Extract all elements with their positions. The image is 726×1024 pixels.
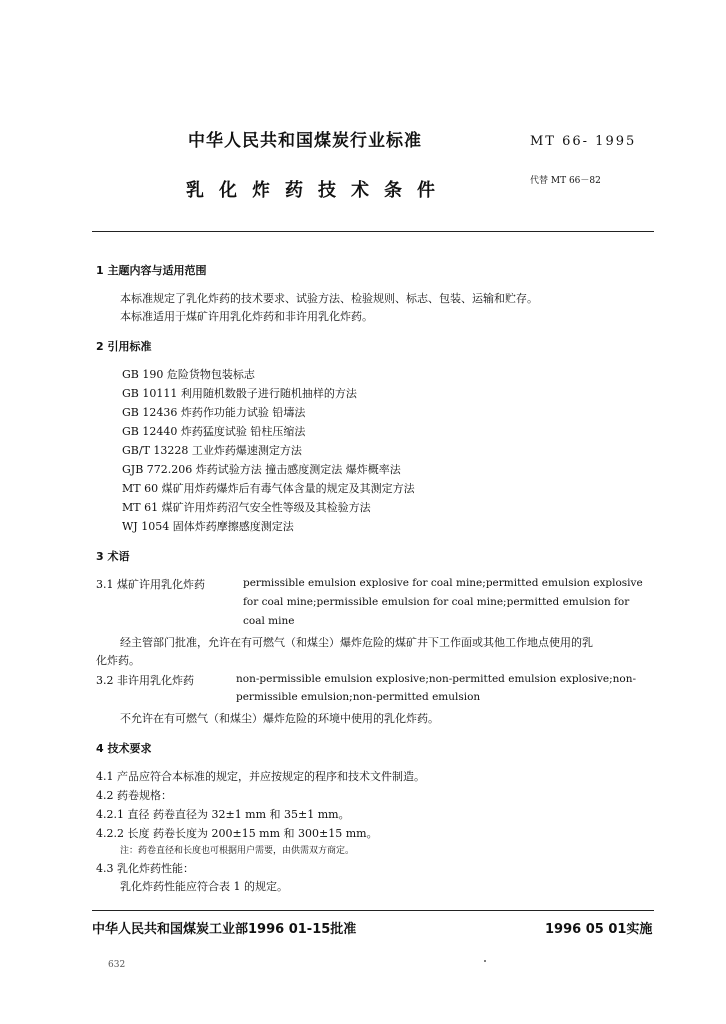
section-1-para-1: 本标准规定了乳化炸药的技术要求、试验方法、检验规则、标志、包装、运输和贮存。 xyxy=(120,292,538,305)
section-1-heading: 1 主题内容与适用范围 xyxy=(96,264,207,277)
term-3-2-english-line: non-permissible emulsion explosive;non-permitted emulsion explosive;non- xyxy=(236,673,637,685)
clause-4-3: 4.3 乳化炸药性能： xyxy=(96,862,194,875)
term-3-1-definition: 经主管部门批准，允许在有可燃气（和煤尘）爆炸危险的煤矿井下工作面或其他工作地点使用的乳 xyxy=(120,636,593,649)
section-1-para-2: 本标准适用于煤矿许用乳化炸药和非许用乳化炸药。 xyxy=(120,310,373,323)
standard-code: MT 66- 1995 xyxy=(530,134,637,149)
clause-4-2-note: 注：药卷直径和长度也可根据用户需要，由供需双方商定。 xyxy=(120,846,355,856)
term-3-2-definition: 不允许在有可燃气（和煤尘）爆炸危险的环境中使用的乳化炸药。 xyxy=(120,712,439,725)
ref-item: GB 10111 利用随机数骰子进行随机抽样的方法 xyxy=(122,387,357,400)
term-3-1-english-line: coal mine xyxy=(243,615,295,627)
clause-4-2: 4.2 药卷规格： xyxy=(96,789,172,802)
clause-4-2-2: 4.2.2 长度 药卷长度为 200±15 mm 和 300±15 mm。 xyxy=(96,827,378,840)
ref-item: GJB 772.206 炸药试验方法 撞击感度测定法 爆炸概率法 xyxy=(122,463,401,476)
term-3-1-definition-cont: 化炸药。 xyxy=(96,654,140,667)
page-number: 632 xyxy=(108,960,126,970)
ref-item: MT 60 煤矿用炸药爆炸后有毒气体含量的规定及其测定方法 xyxy=(122,482,415,495)
ref-item: GB 190 危险货物包装标志 xyxy=(122,368,255,381)
ref-item: WJ 1054 固体炸药摩擦感度测定法 xyxy=(122,520,294,533)
scan-speck xyxy=(484,960,486,962)
approval-line: 中华人民共和国煤炭工业部1996 01-15批准 xyxy=(92,922,357,937)
section-4-heading: 4 技术要求 xyxy=(96,742,152,755)
term-3-2-label: 3.2 非许用乳化炸药 xyxy=(96,674,194,687)
standard-org-title: 中华人民共和国煤炭行业标准 xyxy=(188,131,422,151)
effective-date: 1996 05 01实施 xyxy=(545,922,653,937)
term-3-2-english-line: permissible emulsion;non-permitted emulsion xyxy=(236,691,481,703)
section-3-heading: 3 术语 xyxy=(96,550,130,563)
clause-4-1: 4.1 产品应符合本标准的规定，并应按规定的程序和技术文件制造。 xyxy=(96,770,425,783)
ref-item: GB/T 13228 工业炸药爆速测定方法 xyxy=(122,444,302,457)
footer-rule xyxy=(92,910,654,911)
ref-item: GB 12440 炸药猛度试验 铅柱压缩法 xyxy=(122,425,306,438)
ref-item: MT 61 煤矿许用炸药沼气安全性等级及其检验方法 xyxy=(122,501,371,514)
header-rule xyxy=(92,231,654,232)
document-title: 乳化炸药技术条件 xyxy=(186,180,450,201)
clause-4-2-1: 4.2.1 直径 药卷直径为 32±1 mm 和 35±1 mm。 xyxy=(96,808,350,821)
ref-item: GB 12436 炸药作功能力试验 铅壔法 xyxy=(122,406,306,419)
term-3-1-english-line: for coal mine;permissible emulsion for coal mine;permitted emulsion for xyxy=(243,596,630,608)
clause-4-3-text: 乳化炸药性能应符合表 1 的规定。 xyxy=(120,880,288,893)
term-3-1-english-line: permissible emulsion explosive for coal mine;permitted emulsion explosive xyxy=(243,577,643,589)
section-2-heading: 2 引用标准 xyxy=(96,340,152,353)
term-3-1-label: 3.1 煤矿许用乳化炸药 xyxy=(96,578,205,591)
replaces-note: 代替 MT 66－82 xyxy=(530,176,601,186)
